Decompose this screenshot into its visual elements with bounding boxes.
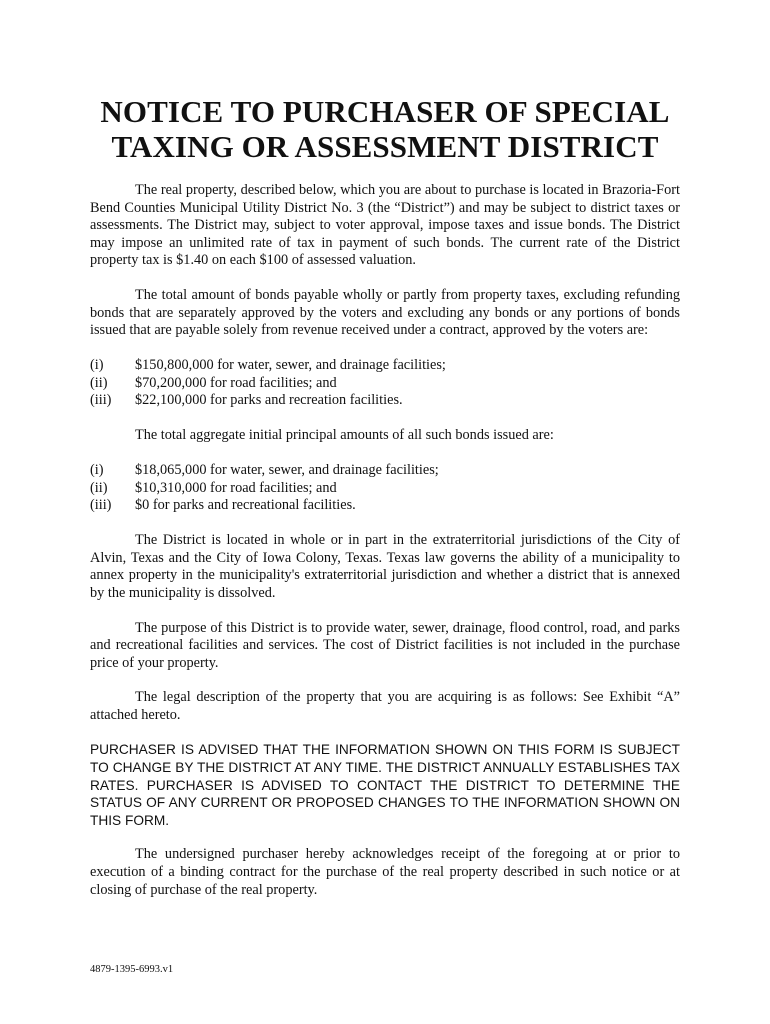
list-number: (ii) (90, 479, 108, 496)
location-paragraph: The District is located in whole or in part in the extraterritorial jurisdictions of the City of Alvin, Texas and the City of Iowa Colony, Texas. Texas law governs the ability of a municipality to annex property in the municipality's extraterritorial jurisdiction and whether a district that is annexed by the municipality is dissolved. (90, 532, 680, 601)
list-text: $150,800,000 for water, sewer, and drainage facilities; (135, 356, 446, 373)
list-text: $18,065,000 for water, sewer, and drainage facilities; (135, 461, 439, 478)
list-number: (i) (90, 356, 104, 373)
list-item (90, 497, 680, 515)
legal-description-paragraph: The legal description of the property that you are acquiring is as follows: See Exhibit “A” attached hereto. (90, 689, 680, 723)
bonds-issued-paragraph: The total aggregate initial principal amounts of all such bonds issued are: (135, 427, 554, 444)
list-text: $70,200,000 for road facilities; and (135, 374, 337, 391)
purpose-paragraph: The purpose of this District is to provide water, sewer, drainage, flood control, road, and parks and recreational facilities and services. The cost of District facilities is not included in the purchase price of your property. (90, 619, 680, 671)
list-number: (iii) (90, 497, 112, 514)
list-item (90, 392, 680, 410)
list-number: (iii) (90, 392, 112, 409)
document-id-footer: 4879-1395-6993.v1 (90, 964, 174, 975)
list-text: $22,100,000 for parks and recreation facilities. (135, 392, 403, 409)
list-text: $0 for parks and recreational facilities. (135, 497, 356, 514)
approved-bonds-list (90, 357, 680, 410)
document-page (90, 94, 680, 916)
list-item (90, 357, 680, 375)
title-line-1: NOTICE TO PURCHASER OF SPECIAL (100, 94, 670, 129)
list-number: (i) (90, 461, 104, 478)
list-item (90, 462, 680, 480)
acknowledgement-paragraph: The undersigned purchaser hereby acknowledges receipt of the foregoing at or prior to execution of a binding contract for the purchase of the real property described in such notice or at closing of purchase of the real property. (90, 846, 680, 898)
list-item (90, 375, 680, 393)
list-text: $10,310,000 for road facilities; and (135, 479, 337, 496)
advisory-paragraph: PURCHASER IS ADVISED THAT THE INFORMATION SHOWN ON THIS FORM IS SUBJECT TO CHANGE BY THE DISTRICT AT ANY TIME. THE DISTRICT ANNUALLY ESTABLISHES TAX RATES. PURCHASER IS ADVISED TO CONTACT THE DISTRICT TO DETERMINE THE STATUS OF ANY CURRENT OR PROPOSED CHANGES TO THE INFORMATION SHOWN ON THIS FORM. (90, 742, 680, 828)
document-title (90, 94, 680, 164)
list-number: (ii) (90, 374, 108, 391)
title-line-2: TAXING OR ASSESSMENT DISTRICT (111, 129, 659, 164)
intro-paragraph: The real property, described below, which you are about to purchase is located in Brazoria-Fort Bend Counties Municipal Utility District No. 3 (the “District”) and may be subject to district taxes or assessments. The District may, subject to voter approval, impose taxes and issue bonds. The District may impose an unlimited rate of tax in payment of such bonds. The current rate of the District property tax is $1.40 on each $100 of assessed valuation. (90, 182, 680, 269)
list-item (90, 480, 680, 498)
bonds-total-paragraph: The total amount of bonds payable wholly or partly from property taxes, excluding refunding bonds that are separately approved by the voters and excluding any bonds or any portions of bonds issued that are payable solely from revenue received under a contract, approved by the voters are: (90, 286, 680, 339)
issued-bonds-list (90, 462, 680, 515)
